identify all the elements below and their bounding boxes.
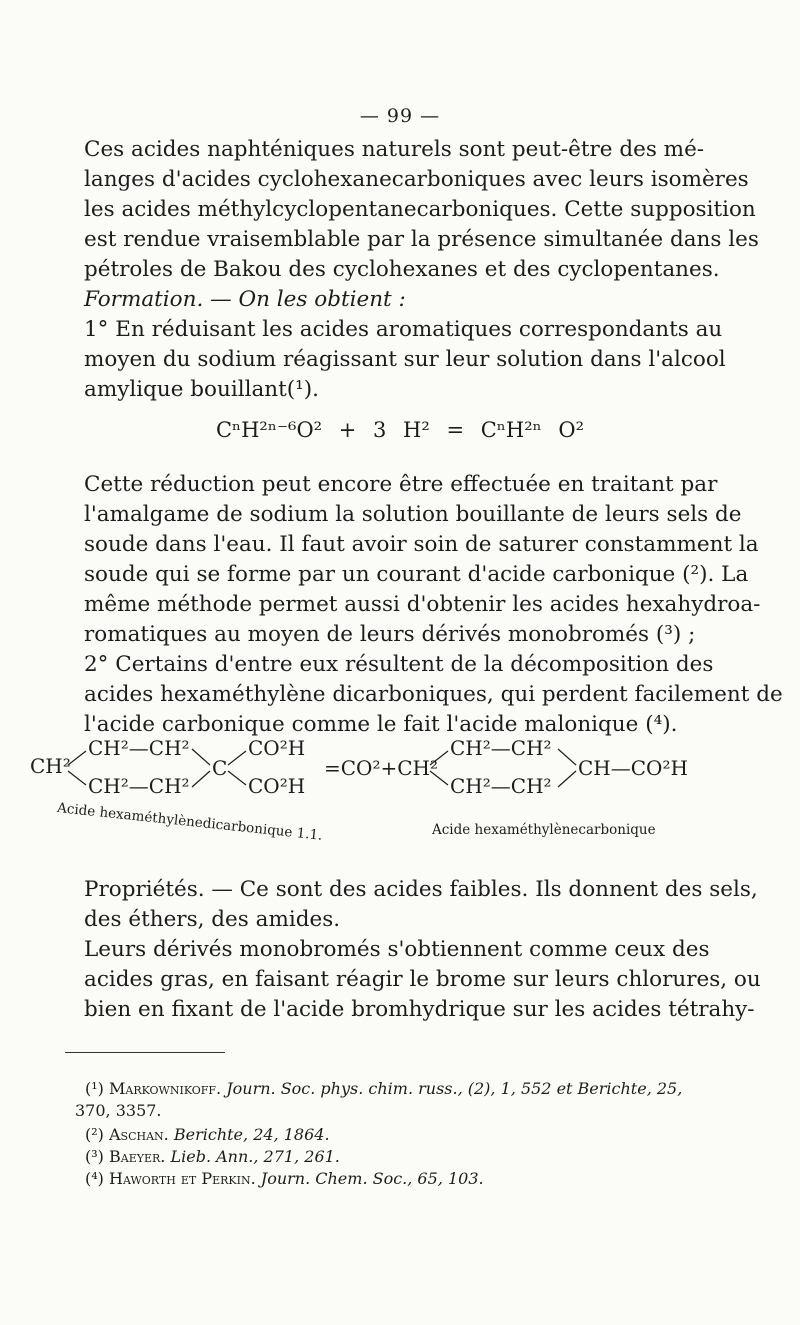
footnote-author: Baeyer.: [109, 1147, 166, 1166]
left-ring-start: CH²: [30, 754, 71, 778]
bond-line: [558, 749, 576, 765]
structural-formula: [30, 735, 770, 845]
right-ring-bottom: CH²—CH²: [450, 774, 552, 798]
text-line: Ces acides naphténiques naturels sont peut-être des mé-: [84, 137, 705, 162]
footnote-mark: (¹): [85, 1079, 104, 1098]
footnote-divider: [65, 1052, 225, 1053]
text-line: pétroles de Bakou des cyclohexanes et des cyclopentanes.: [84, 257, 720, 282]
right-end-group: CH—CO²H: [578, 756, 688, 780]
reduction-equation: CⁿH²ⁿ⁻⁶O² + 3 H² = CⁿH²ⁿ O²: [215, 418, 585, 442]
left-ring-bottom: CH²—CH²: [88, 774, 190, 798]
text-line: l'amalgame de sodium la solution bouillante de leurs sels de: [84, 502, 742, 527]
text-line: soude qui se forme par un courant d'acide carbonique (²). La: [84, 562, 749, 587]
text-line: langes d'acides cyclohexanecarboniques avec leurs isomères: [84, 167, 749, 192]
footnote-author: Aschan.: [109, 1125, 169, 1144]
footnote-author: Haworth et Perkin.: [109, 1169, 256, 1188]
text-line: 2° Certains d'entre eux résultent de la décomposition des: [84, 652, 714, 677]
footnote-mark: (⁴): [85, 1169, 104, 1188]
cooh-bottom: CO²H: [248, 774, 306, 798]
cooh-top: CO²H: [248, 736, 306, 760]
text-line: moyen du sodium réagissant sur leur solution dans l'alcool: [84, 347, 726, 372]
page-number: — 99 —: [359, 105, 441, 127]
text-line: des éthers, des amides.: [84, 907, 341, 932]
footnote-ref: Journ. Chem. Soc., 65, 103.: [260, 1169, 484, 1188]
bond-line: [192, 771, 210, 787]
text-line-proprietes: Propriétés. — Ce sont des acides faibles. Ils donnent des sels,: [84, 877, 758, 902]
text-line: acides gras, en faisant réagir le brome sur leurs chlorures, ou: [84, 967, 761, 992]
caption-left: Acide hexaméthylènedicarbonique 1.1.: [56, 800, 324, 844]
right-ring-top: CH²—CH²: [450, 736, 552, 760]
text-line: amylique bouillant(¹).: [84, 377, 319, 402]
text-line: bien en fixant de l'acide bromhydrique sur les acides tétrahy-: [84, 997, 755, 1022]
footnote-mark: (³): [85, 1147, 104, 1166]
section-heading-formation: Formation. — On les obtient :: [84, 287, 406, 312]
footnote-author: Markownikoff.: [109, 1079, 222, 1098]
text-line: Leurs dérivés monobromés s'obtiennent comme ceux des: [84, 937, 710, 962]
central-carbon: C: [212, 756, 228, 780]
text-line: acides hexaméthylène dicarboniques, qui perdent facilement de: [84, 682, 783, 707]
footnote-mark: (²): [85, 1125, 104, 1144]
bond-line: [228, 771, 246, 785]
equals-products: =CO²+CH²: [324, 756, 438, 780]
text-line: 1° En réduisant les acides aromatiques correspondants au: [84, 317, 723, 342]
footnote-1-cont: [75, 1100, 162, 1121]
footnote-ref: Lieb. Ann., 271, 261.: [170, 1147, 340, 1166]
footnote-1: [85, 1078, 682, 1099]
bond-line: [192, 749, 210, 765]
footnote-ref: Berichte, 24, 1864.: [173, 1125, 330, 1144]
footnote-2: [85, 1124, 330, 1145]
bond-line: [228, 751, 246, 765]
text-line: même méthode permet aussi d'obtenir les acides hexahydroa-: [84, 592, 761, 617]
footnote-3: [85, 1146, 340, 1167]
footnote-ref: Journ. Soc. phys. chim. russ., (2), 1, 552 et Berichte, 25,: [226, 1079, 683, 1098]
text-line: les acides méthylcyclopentanecarboniques. Cette supposition: [84, 197, 756, 222]
footnote-ref: 370, 3357.: [75, 1101, 162, 1120]
footnote-4: [85, 1168, 484, 1189]
text-line: Cette réduction peut encore être effectuée en traitant par: [84, 472, 718, 497]
text-line: soude dans l'eau. Il faut avoir soin de saturer constamment la: [84, 532, 759, 557]
text-line: l'acide carbonique comme le fait l'acide malonique (⁴).: [84, 712, 678, 737]
caption-right: Acide hexaméthylènecarbonique: [432, 822, 656, 838]
text-line: romatiques au moyen de leurs dérivés monobromés (³) ;: [84, 622, 696, 647]
bond-line: [68, 771, 86, 785]
bond-line: [558, 771, 576, 787]
text-line: est rendue vraisemblable par la présence simultanée dans les: [84, 227, 759, 252]
left-ring-top: CH²—CH²: [88, 736, 190, 760]
